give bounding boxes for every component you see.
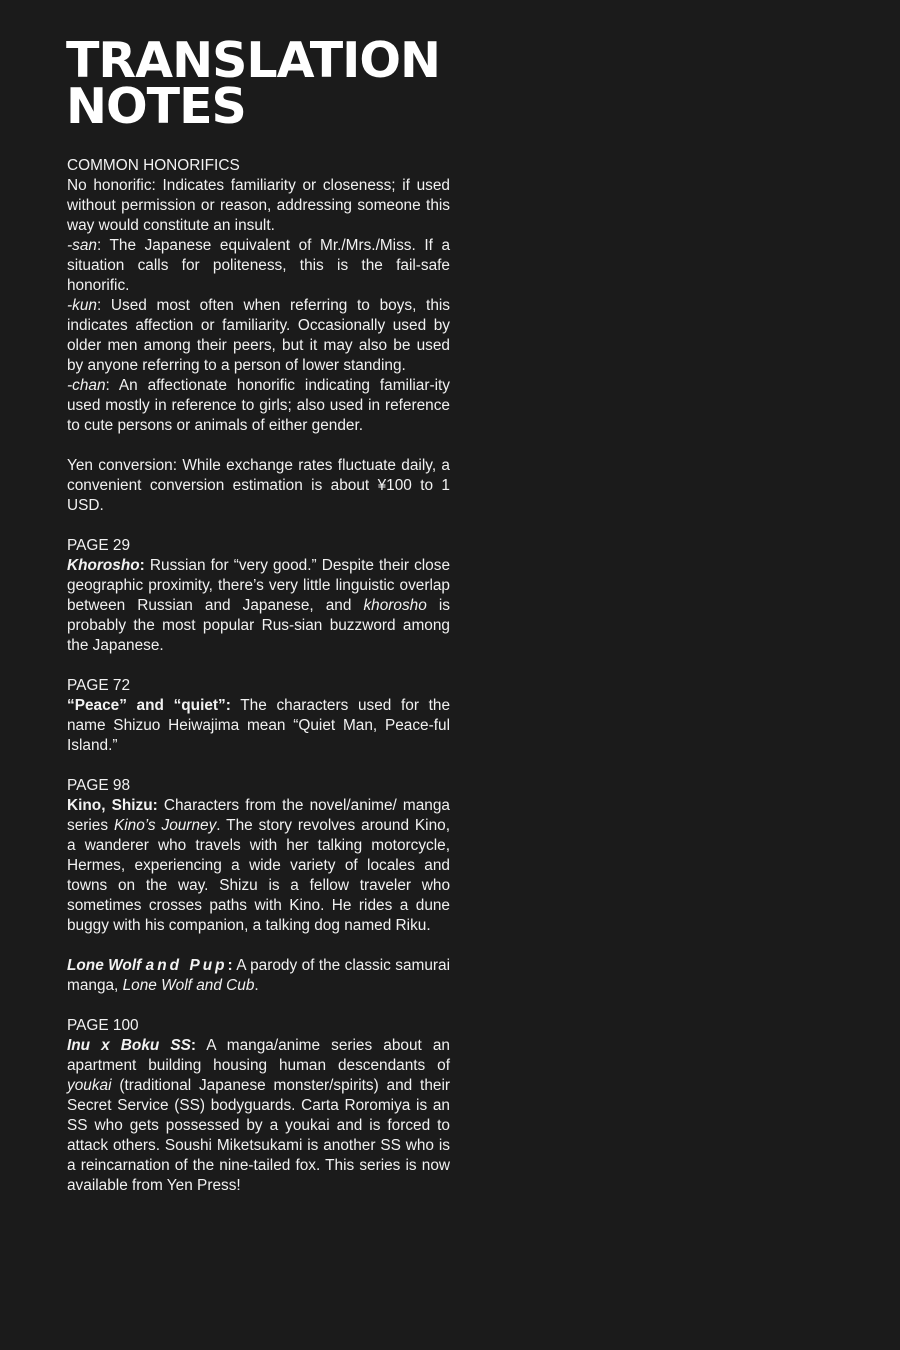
term-san: -san — [67, 237, 97, 254]
page-title-line-2: NOTES — [66, 78, 246, 135]
note-san-text: : The Japanese equivalent of Mr./Mrs./Miss. If a situation calls for politeness, this is the fail-safe honorific. — [67, 237, 450, 294]
note-kun-text: : Used most often when referring to boys, this indicates affection or familiarity. Occasionally used by older men among their peers, but it may also be used by anyone referring to a person of lower standing. — [67, 297, 450, 374]
term-khorosho-colon: : — [139, 557, 145, 574]
spacer — [67, 656, 450, 676]
notes-body — [67, 156, 450, 1196]
term-chan: -chan — [67, 377, 106, 394]
section-heading-honorifics: COMMON HONORIFICS — [67, 157, 240, 174]
note-khorosho — [67, 556, 450, 656]
spacer — [67, 436, 450, 456]
term-inu-boku: Inu x Boku SS — [67, 1037, 191, 1054]
spacer — [67, 936, 450, 956]
section-heading-page-100: PAGE 100 — [67, 1017, 139, 1034]
note-kun — [67, 296, 450, 376]
spacer — [67, 996, 450, 1016]
term-kun: -kun — [67, 297, 97, 314]
note-inu-boku-text-2: (traditional Japanese monster/spirits) and their Secret Service (SS) bodyguards. Carta Roromiya is an SS who gets possessed by a youkai and is forced to attack others. Soushi Miketsukami is another SS who is a reincarnation of the nine-tailed fox. This series is now available from Yen Press! — [67, 1077, 450, 1194]
note-khorosho-italic: khorosho — [363, 597, 427, 614]
note-san — [67, 236, 450, 296]
section-heading-page-98: PAGE 98 — [67, 777, 131, 794]
page-title-line-1: TRANSLATION — [66, 32, 441, 89]
section-heading-page-29: PAGE 29 — [67, 537, 131, 554]
page-title — [66, 32, 441, 135]
note-kino-shizu — [67, 796, 450, 936]
note-inu-boku-text-1: A manga/anime series about an apartment building housing human descendants of — [67, 1037, 450, 1074]
section-heading-page-72: PAGE 72 — [67, 677, 131, 694]
note-khorosho-text-1: Russian for “very good.” Despite their close geographic proximity, there’s very little linguistic overlap between Russian and Japanese, and — [67, 557, 450, 614]
spacer — [67, 756, 450, 776]
note-kino-italic: Kino’s Journey — [113, 817, 217, 834]
term-peace-quiet: “Peace” and “quiet”: — [67, 697, 231, 714]
note-peace-quiet — [67, 696, 450, 756]
term-lone-wolf-b: and Pup — [145, 957, 228, 974]
spacer — [67, 516, 450, 536]
note-inu-boku — [67, 1036, 450, 1196]
note-peace-quiet-text: The characters used for the name Shizuo Heiwajima mean “Quiet Man, Peace-ful Island.” — [67, 697, 451, 754]
term-inu-boku-colon: : — [190, 1037, 197, 1054]
note-lone-wolf — [67, 956, 450, 996]
term-khorosho: Khorosho — [67, 557, 140, 574]
note-lone-wolf-text-1: A parody of the classic samurai manga, — [67, 957, 450, 994]
note-yen-conversion: Yen conversion: While exchange rates fluctuate daily, a convenient conversion estimation is about ¥100 to 1 USD. — [67, 457, 450, 514]
note-lone-wolf-italic: Lone Wolf and Cub — [122, 977, 255, 994]
note-chan-text: : An affectionate honorific indicating familiar-ity used mostly in reference to girls; also used in reference to cute persons or animals of either gender. — [67, 377, 450, 434]
term-kino-shizu: Kino, Shizu: — [67, 797, 158, 814]
note-kino-text-2: . The story revolves around Kino, a wanderer who travels with her talking motorcycle, Hermes, experiencing a wide variety of locales and towns on the way. Shizu is a fellow traveler who sometimes crosses paths with Kino. He rides a dune buggy with his companion, a talking dog named Riku. — [67, 817, 451, 934]
note-inu-boku-italic: youkai — [67, 1077, 112, 1094]
note-lone-wolf-text-2: . — [254, 977, 259, 994]
note-kino-text-1: Characters from the novel/anime/ manga series — [67, 797, 450, 834]
note-khorosho-text-2: is probably the most popular Rus-sian buzzword among the Japanese. — [67, 597, 450, 654]
note-no-honorific: No honorific: Indicates familiarity or closeness; if used without permission or reason, addressing someone this way would constitute an insult. — [67, 177, 450, 234]
term-lone-wolf-colon: : — [227, 957, 233, 974]
term-lone-wolf-a: Lone Wolf — [67, 957, 146, 974]
note-chan — [67, 376, 450, 436]
